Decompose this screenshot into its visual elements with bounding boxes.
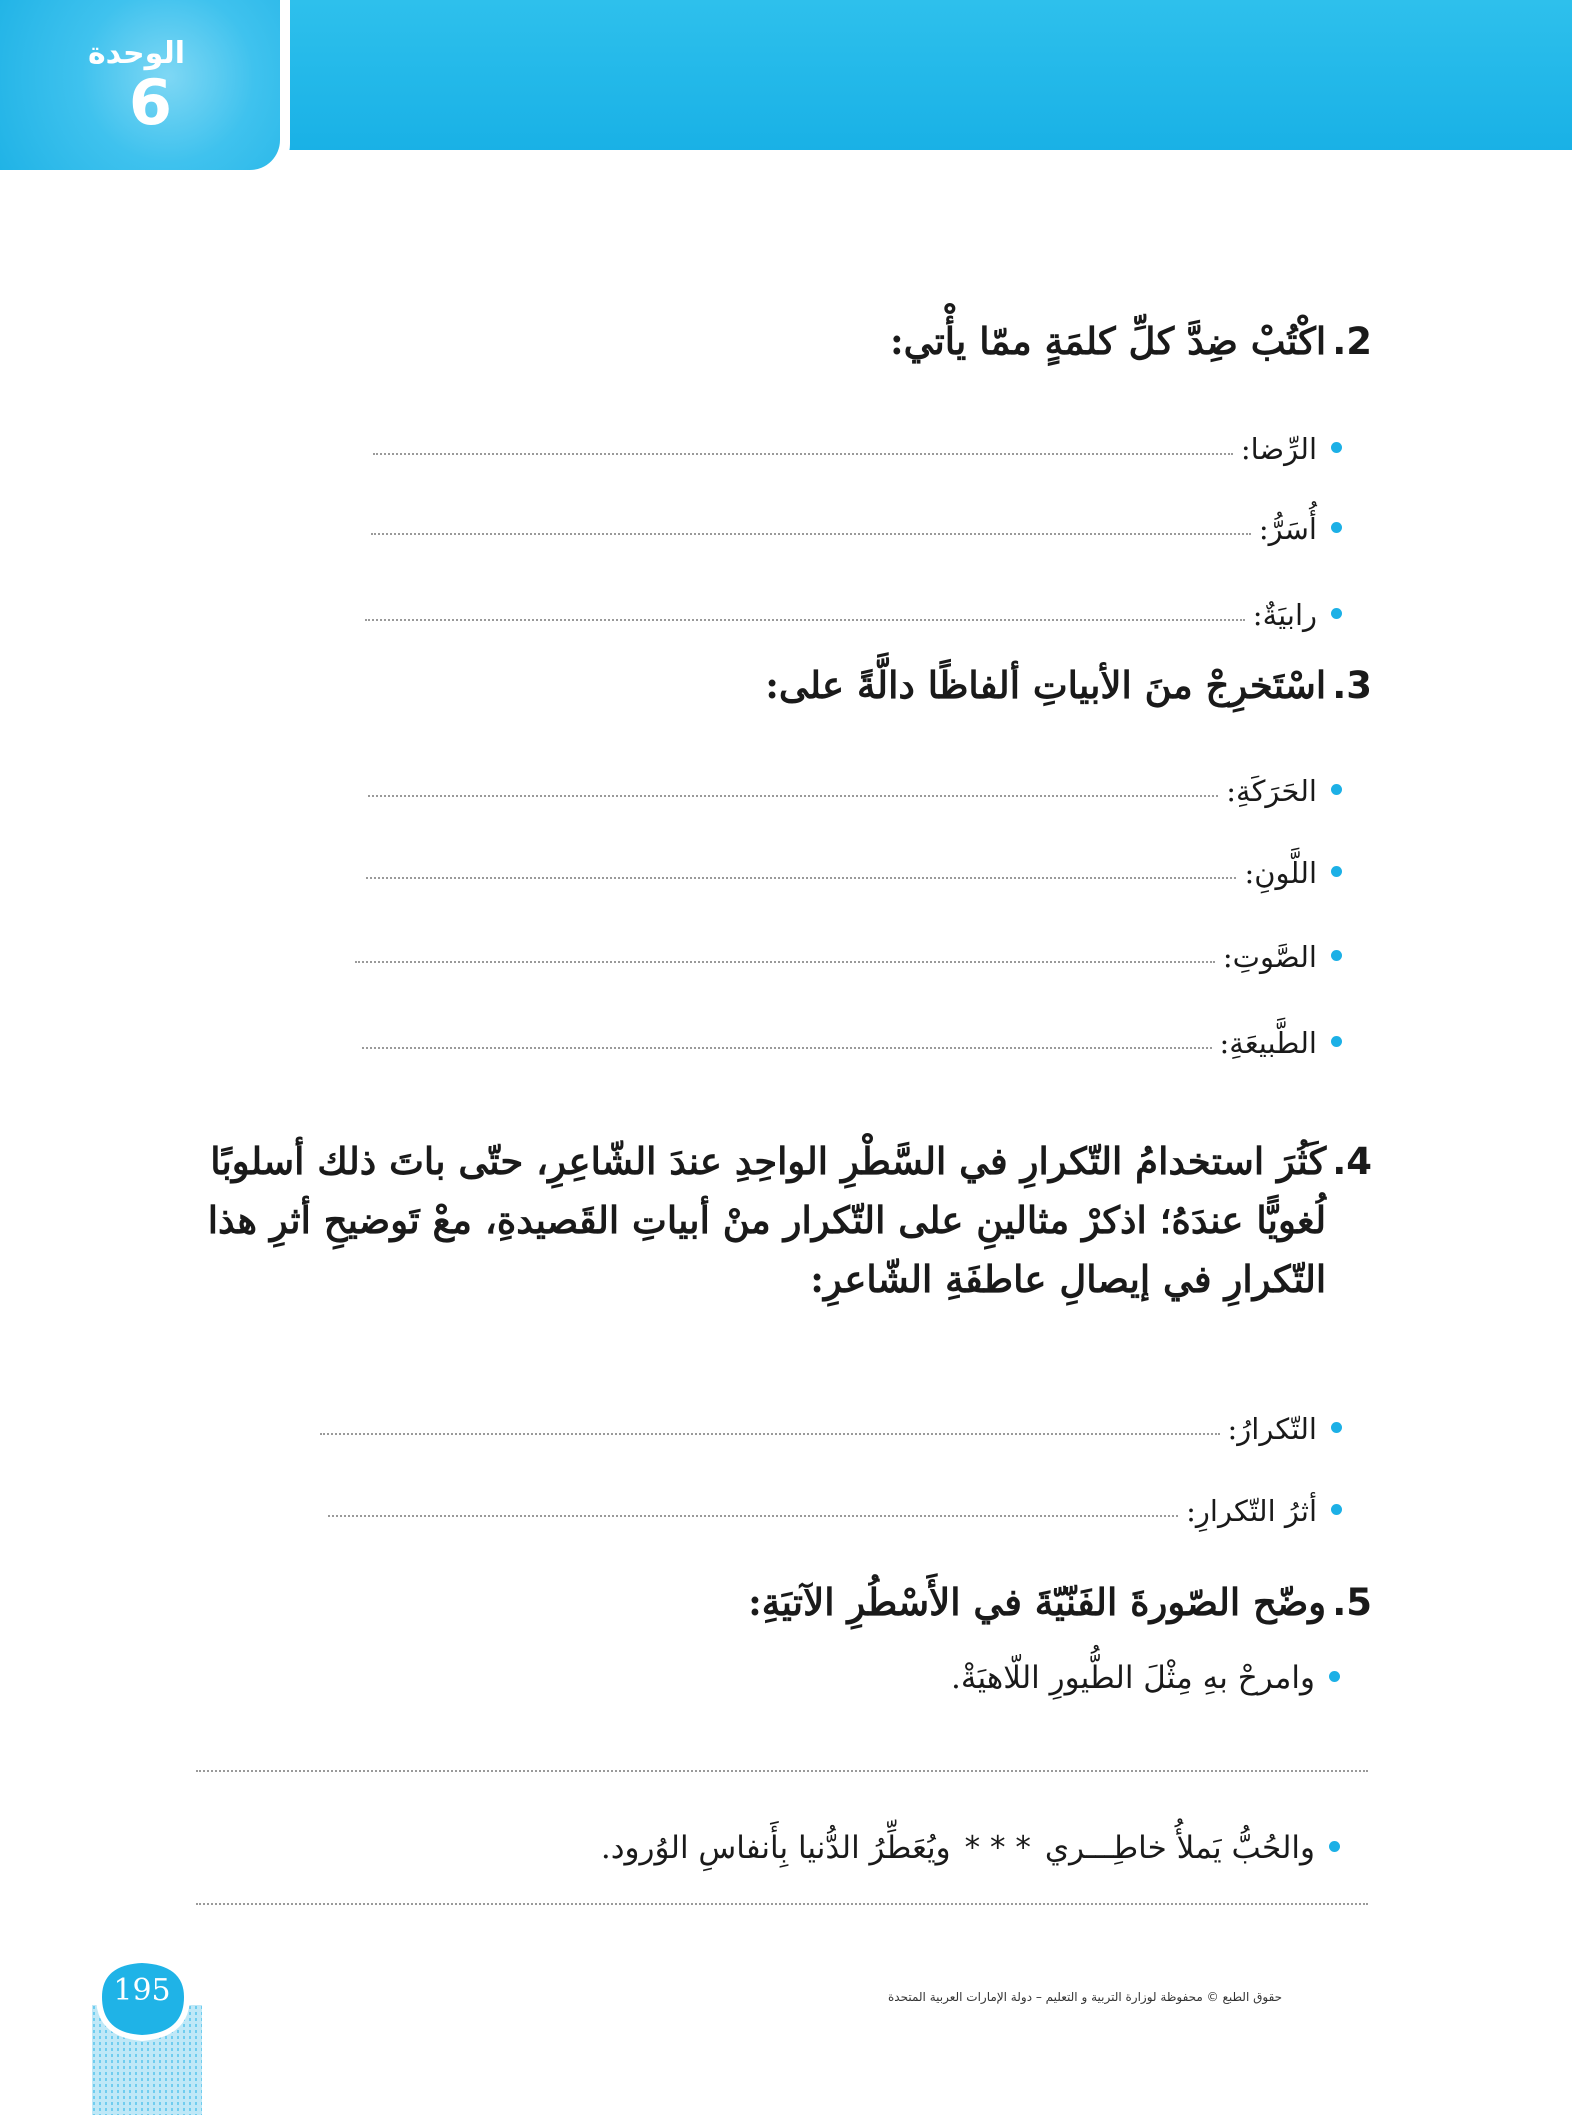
bullet-icon bbox=[1329, 1841, 1340, 1852]
question-4-heading bbox=[141, 1132, 1372, 1310]
question-number: 5. bbox=[1332, 1581, 1372, 1624]
answer-row bbox=[371, 512, 1342, 546]
answer-row bbox=[373, 432, 1342, 466]
question-number: 3. bbox=[1332, 664, 1372, 707]
answer-row bbox=[355, 940, 1342, 974]
bullet-icon bbox=[1331, 784, 1342, 795]
bullet-icon bbox=[1329, 1671, 1340, 1682]
answer-line[interactable] bbox=[365, 618, 1245, 621]
answer-line[interactable] bbox=[328, 1514, 1178, 1517]
question-text: كَثُرَ استخدامُ التّكرارِ في السَّطْرِ الواحِدِ عندَ الشّاعِرِ، حتّى باتَ ذلك أسلوبًا لُغويًّا عندَهُ؛ اذكرْ مثالينِ على التّكرار منْ أبياتِ القَصيدةِ، معْ تَوضيحِ أثرِ هذا التّكرارِ في إيصالِ عاطفَةِ الشّاعرِ: bbox=[207, 1139, 1327, 1302]
page-number: 195 bbox=[113, 1973, 171, 2008]
unit-label: الوحدة bbox=[87, 36, 185, 71]
answer-row bbox=[328, 1494, 1342, 1528]
answer-label: رابيَةٌ: bbox=[1252, 598, 1317, 632]
answer-label: اللَّونِ: bbox=[1244, 856, 1317, 890]
answer-label: الصَّوتِ: bbox=[1222, 940, 1317, 974]
question-number: 4. bbox=[1332, 1140, 1372, 1183]
question-number: 2. bbox=[1332, 320, 1372, 363]
question-text: وضّح الصّورةَ الفَنّيّةَ في الأَسْطُرِ الآتيَةِ: bbox=[748, 1580, 1327, 1624]
answer-row bbox=[365, 598, 1342, 632]
answer-line[interactable] bbox=[196, 1770, 1368, 1772]
answer-line[interactable] bbox=[196, 1903, 1368, 1905]
answer-line[interactable] bbox=[368, 794, 1218, 797]
bullet-icon bbox=[1331, 950, 1342, 961]
unit-tab bbox=[0, 0, 290, 180]
copyright-notice: حقوق الطبع © محفوظة لوزارة التربية و التعليم – دولة الإمارات العربية المتحدة bbox=[888, 1990, 1283, 2004]
verse-row bbox=[951, 1660, 1340, 1696]
verse-separator: * * * bbox=[964, 1830, 1031, 1866]
answer-label: التّكرارُ: bbox=[1227, 1412, 1317, 1446]
question-2-heading bbox=[890, 312, 1372, 371]
answer-label: الطَّبيعَةِ: bbox=[1219, 1026, 1317, 1060]
answer-row bbox=[368, 774, 1342, 808]
header-banner bbox=[275, 0, 1572, 150]
bullet-icon bbox=[1331, 1036, 1342, 1047]
verse-hemistich-2: ويُعَطِّرُ الدُّنيا بِأَنفاسِ الوُرود. bbox=[600, 1830, 951, 1866]
verse-row bbox=[601, 1830, 1340, 1866]
verse-hemistich-1: والحُبُّ يَملأُ خاطِـــري bbox=[1044, 1830, 1315, 1866]
page-number-badge bbox=[86, 1945, 220, 2115]
bullet-icon bbox=[1331, 1504, 1342, 1515]
answer-row bbox=[362, 1026, 1343, 1060]
answer-label: الحَرَكَةِ: bbox=[1226, 774, 1317, 808]
page-badge-graphic bbox=[86, 1945, 220, 2115]
question-text: اسْتَخرِجْ منَ الأبياتِ ألفاظًا دالَّةً على: bbox=[765, 663, 1327, 707]
answer-row bbox=[320, 1412, 1343, 1446]
unit-badge bbox=[0, 0, 280, 170]
answer-line[interactable] bbox=[366, 876, 1236, 879]
answer-label: الرِّضا: bbox=[1240, 432, 1317, 466]
bullet-icon bbox=[1331, 442, 1342, 453]
answer-label: أثرُ التّكرارِ: bbox=[1186, 1494, 1317, 1528]
bullet-icon bbox=[1331, 608, 1342, 619]
answer-row bbox=[366, 856, 1342, 890]
answer-line[interactable] bbox=[373, 452, 1233, 455]
bullet-icon bbox=[1331, 1422, 1342, 1433]
unit-number: 6 bbox=[128, 66, 172, 139]
answer-line[interactable] bbox=[362, 1046, 1212, 1049]
question-text: اكْتُبْ ضِدَّ كلِّ كلمَةٍ ممّا يأْتي: bbox=[889, 319, 1327, 363]
bullet-icon bbox=[1331, 866, 1342, 877]
answer-line[interactable] bbox=[371, 532, 1251, 535]
verse-text: وامرحْ بهِ مِثْلَ الطُّيورِ اللّاهيَةْ. bbox=[951, 1660, 1315, 1696]
answer-label: أُسَرُّ: bbox=[1258, 512, 1317, 546]
answer-line[interactable] bbox=[320, 1432, 1220, 1435]
answer-line[interactable] bbox=[355, 960, 1215, 963]
question-5-heading bbox=[748, 1573, 1372, 1632]
question-3-heading bbox=[765, 656, 1372, 715]
bullet-icon bbox=[1331, 522, 1342, 533]
